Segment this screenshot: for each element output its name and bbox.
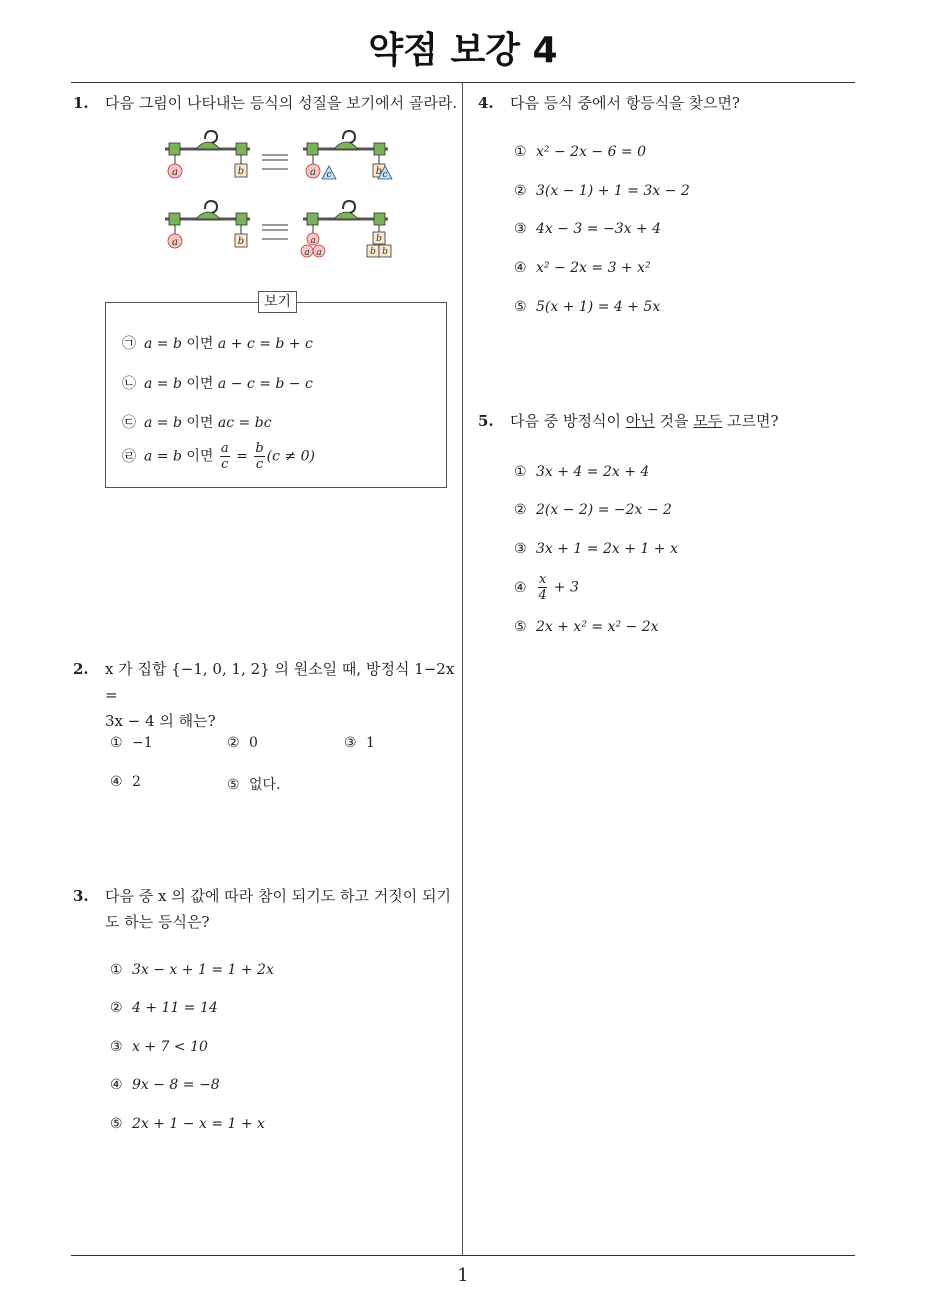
svg-text:a: a [172, 237, 178, 248]
choice-4[interactable]: ④ x² − 2x = 3 + x² [514, 260, 651, 276]
svg-text:b: b [370, 247, 376, 257]
example-item: ㉣ a = b 이면 $\frac{a}{c}$ = $\frac{b}{c}$ (c ≠ 0) [122, 441, 315, 472]
example-item: ㉡ a = b 이면 a − c = b − c [122, 376, 313, 392]
question-number: 4. [478, 94, 494, 112]
choice-1[interactable]: ① 3x − x + 1 = 1 + 2x [110, 962, 274, 978]
choice-4[interactable]: ④ 2 [110, 774, 141, 790]
example-box [105, 294, 447, 488]
choice-3[interactable]: ③ 1 [344, 735, 375, 751]
svg-text:b: b [237, 236, 245, 247]
svg-text:a: a [310, 167, 316, 178]
choice-1[interactable]: ① −1 [110, 735, 153, 751]
choice-5[interactable]: ⑤ 없다. [227, 777, 281, 793]
arrow-2 [262, 225, 288, 239]
choice-3[interactable]: ③ 3x + 1 = 2x + 1 + x [514, 541, 678, 557]
choice-5[interactable]: ⑤ 5(x + 1) = 4 + 5x [514, 299, 661, 315]
svg-text:a: a [316, 248, 322, 258]
example-item: ㉠ a = b 이면 a + c = b + c [122, 336, 313, 352]
hanger-row-2-right [301, 201, 391, 258]
question-number: 1. [73, 94, 89, 112]
balance-figure [160, 125, 400, 265]
choice-2[interactable]: ② 4 + 11 = 14 [110, 1000, 218, 1016]
choice-4[interactable]: ④ 9x − 8 = −8 [110, 1077, 220, 1093]
bottom-rule [71, 1255, 855, 1256]
choice-1[interactable]: ① 3x + 4 = 2x + 4 [514, 464, 650, 480]
choice-5[interactable]: ⑤ 2x + 1 − x = 1 + x [110, 1116, 265, 1132]
column-divider [462, 83, 463, 1255]
choice-5[interactable]: ⑤ 2x + x² = x² − 2x [514, 619, 659, 635]
choice-3[interactable]: ③ 4x − 3 = −3x + 4 [514, 221, 662, 237]
page-title: 약점 보강 4 [368, 30, 558, 71]
hanger-row-1-left [165, 131, 250, 178]
question-3 [73, 883, 458, 935]
question-text: 다음 중 x 의 값에 따라 참이 되기도 하고 거짓이 되기 도 하는 등식은? [105, 887, 451, 931]
svg-text:b: b [375, 166, 383, 177]
svg-text:c: c [382, 170, 388, 180]
svg-text:a: a [304, 248, 310, 258]
svg-text:c: c [326, 170, 332, 180]
question-text: 다음 그림이 나타내는 등식의 성질을 보기에서 골라라. [105, 94, 458, 112]
svg-text:a: a [172, 167, 178, 178]
svg-text:a: a [310, 236, 316, 246]
question-1 [73, 90, 463, 116]
question-2 [73, 656, 458, 734]
svg-text:b: b [382, 247, 388, 257]
example-item: ㉢ a = b 이면 ac = bc [122, 415, 272, 431]
question-number: 5. [478, 412, 494, 430]
question-number: 3. [73, 887, 89, 905]
top-rule [71, 82, 855, 83]
choice-2[interactable]: ② 3(x − 1) + 1 = 3x − 2 [514, 183, 690, 199]
hanger-row-2-left [165, 201, 250, 248]
question-5 [478, 408, 858, 434]
question-text: 다음 등식 중에서 항등식을 찾으면? [510, 94, 740, 112]
hanger-row-1-right [303, 131, 392, 180]
choice-2[interactable]: ② 2(x − 2) = −2x − 2 [514, 502, 672, 518]
question-text: 다음 중 방정식이 아닌 것을 모두 고르면? [510, 412, 779, 430]
choice-4[interactable]: ④ $\frac{x}{4}$ + 3 [514, 572, 579, 603]
arrow-1 [262, 155, 288, 169]
question-number: 2. [73, 660, 89, 678]
question-text: x 가 집합 {−1, 0, 1, 2} 의 원소일 때, 방정식 1−2x = 3x − 4 의 해는? [105, 660, 455, 730]
svg-text:b: b [237, 166, 245, 177]
example-box-label: 보기 [258, 291, 297, 313]
choice-1[interactable]: ① x² − 2x − 6 = 0 [514, 144, 647, 160]
page-number: 1 [457, 1265, 469, 1286]
question-4 [478, 90, 858, 116]
choice-3[interactable]: ③ x + 7 < 10 [110, 1039, 208, 1055]
choice-2[interactable]: ② 0 [227, 735, 258, 751]
svg-text:b: b [376, 234, 382, 244]
